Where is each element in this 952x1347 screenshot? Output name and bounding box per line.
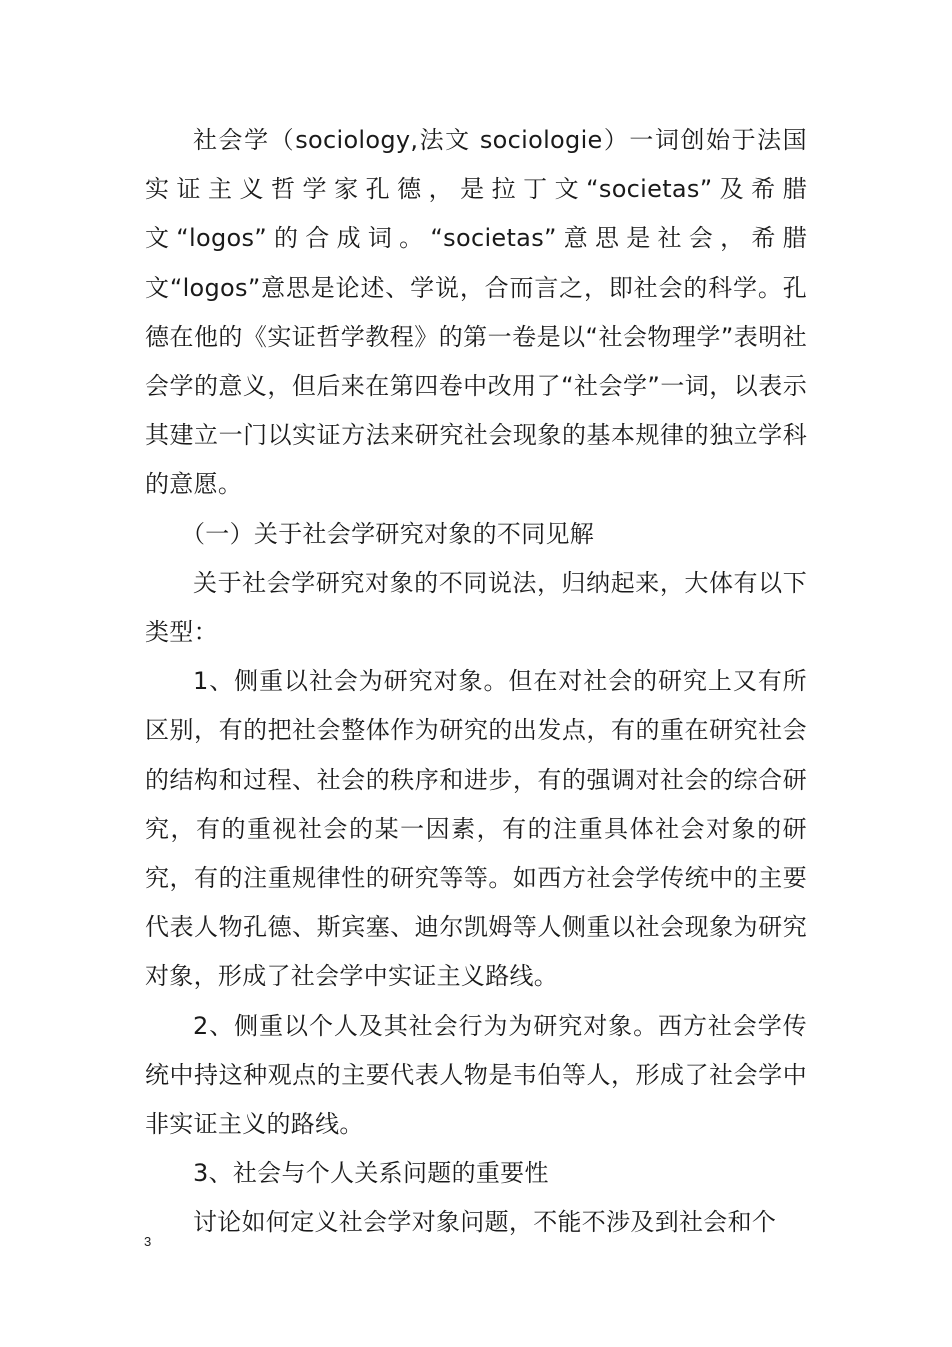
- paragraph-type-2: 2、侧重以个人及其社会行为为研究对象。西方社会学传统中持这种观点的主要代表人物是韦伯等人，形成了社会学中非实证主义的路线。: [145, 1011, 807, 1139]
- section-heading: （一）关于社会学研究对象的不同见解: [181, 519, 595, 548]
- paragraph-type-3-heading: 3、社会与个人关系问题的重要性: [193, 1159, 549, 1188]
- document-body: [145, 116, 807, 1248]
- paragraph-intro: 社会学（sociology,法文 sociologie）一词创始于法国实证主义哲学家孔德，是拉丁文“societas”及希腊文“logos”的合成词。“societas”意思是社会，希腊文“logos”意思是论述、学说，合而言之，即社会的科学。孔德在他的《实证哲学教程》的第一卷是以“社会物理学”表明社会学的意义，但后来在第四卷中改用了“社会学”一词，以表示其建立一门以实证方法来研究社会现象的基本规律的独立学科的意愿。: [145, 126, 807, 499]
- page-number: 3: [144, 1234, 152, 1249]
- paragraph-type-1: 1、侧重以社会为研究对象。但在对社会的研究上又有所区别，有的把社会整体作为研究的出发点，有的重在研究社会的结构和过程、社会的秩序和进步，有的强调对社会的综合研究，有的重视社会的某一因素，有的注重具体社会对象的研究，有的注重规律性的研究等等。如西方社会学传统中的主要代表人物孔德、斯宾塞、迪尔凯姆等人侧重以社会现象为研究对象，形成了社会学中实证主义路线。: [145, 667, 807, 991]
- paragraph-discussion: 讨论如何定义社会学对象问题，不能不涉及到社会和个: [193, 1208, 777, 1237]
- paragraph-types-intro: 关于社会学研究对象的不同说法，归纳起来，大体有以下类型：: [145, 568, 807, 647]
